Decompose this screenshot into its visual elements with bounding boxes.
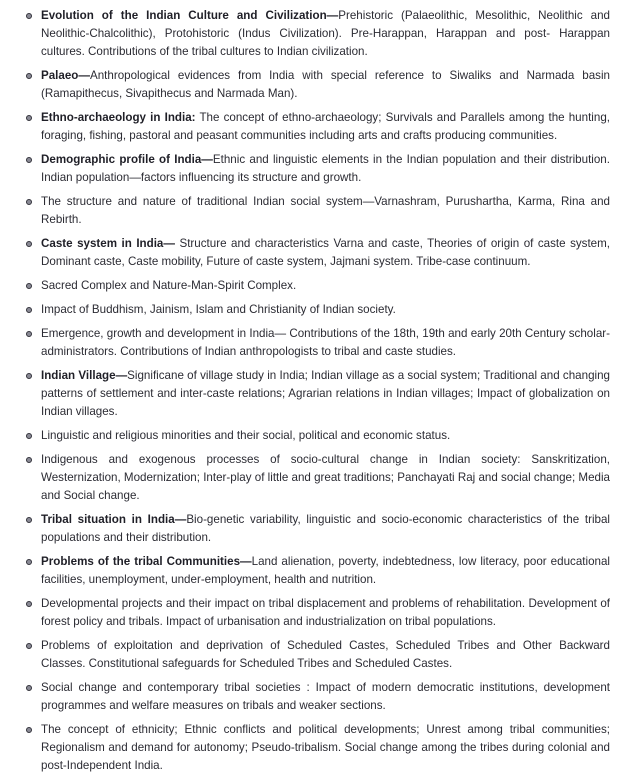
list-item-lead-in: Problems of the tribal Communities— bbox=[41, 555, 252, 568]
list-item-text bbox=[41, 193, 610, 229]
list-item-text bbox=[41, 511, 610, 547]
ring-bullet-icon bbox=[26, 601, 32, 607]
list-item-body: The structure and nature of traditional Indian social system—Varnashram, Purushartha, Karma, Rina and Rebirth. bbox=[41, 195, 610, 226]
list-item-body: Prehistoric (Palaeolithic, Mesolithic, Neolithic and Neolithic-Chalcolithic), Protohistoric (Indus Civilization). Pre-Harappan, Harappan and post- Harappan cultures. Contributions of the tribal cultures to Indian civilization. bbox=[41, 9, 610, 58]
ring-bullet-icon bbox=[26, 199, 32, 205]
ring-bullet-icon bbox=[26, 157, 32, 163]
list-item-body: Ethnic and linguistic elements in the Indian population and their distribution. Indian population—factors influencing its structure and growth. bbox=[41, 153, 610, 184]
list-item-text bbox=[41, 367, 610, 421]
list-item bbox=[26, 595, 610, 631]
ring-bullet-icon bbox=[26, 433, 32, 439]
list-item bbox=[26, 451, 610, 505]
list-item-text bbox=[41, 109, 610, 145]
list-item bbox=[26, 277, 610, 295]
list-item bbox=[26, 151, 610, 187]
list-item bbox=[26, 193, 610, 229]
ring-bullet-icon bbox=[26, 307, 32, 313]
list-item-text bbox=[41, 235, 610, 271]
list-item bbox=[26, 301, 610, 319]
list-item-body: Land alienation, poverty, indebtedness, low literacy, poor educational facilities, unemployment, under-employment, health and nutrition. bbox=[41, 555, 610, 586]
list-item-body: Significane of village study in India; Indian village as a social system; Traditional and changing patterns of settlement and inter-caste relations; Agrarian relations in Indian villages; Impact of globalization on Indian villages. bbox=[41, 369, 610, 418]
list-item bbox=[26, 325, 610, 361]
ring-bullet-icon bbox=[26, 373, 32, 379]
list-item-text bbox=[41, 451, 610, 505]
list-item bbox=[26, 721, 610, 775]
list-item bbox=[26, 367, 610, 421]
list-item-lead-in: Ethno-archaeology in India: bbox=[41, 111, 196, 124]
list-item-text bbox=[41, 553, 610, 589]
list-item-body: Problems of exploitation and deprivation of Scheduled Castes, Scheduled Tribes and Other Backward Classes. Constitutional safeguards for Scheduled Tribes and Scheduled Castes. bbox=[41, 639, 610, 670]
list-item-body: Linguistic and religious minorities and their social, political and economic status. bbox=[41, 429, 451, 442]
list-item-text bbox=[41, 325, 610, 361]
list-item bbox=[26, 679, 610, 715]
ring-bullet-icon bbox=[26, 685, 32, 691]
list-item-body: Bio-genetic variability, linguistic and socio-economic characteristics of the tribal populations and their distribution. bbox=[41, 513, 610, 544]
list-item-lead-in: Indian Village— bbox=[41, 369, 128, 382]
ring-bullet-icon bbox=[26, 727, 32, 733]
list-item-lead-in: Evolution of the Indian Culture and Civilization— bbox=[41, 9, 339, 22]
list-item-body: Impact of Buddhism, Jainism, Islam and Christianity of Indian society. bbox=[41, 303, 396, 316]
list-item-body: Anthropological evidences from India with special reference to Siwaliks and Narmada basin (Ramapithecus, Sivapithecus and Narmada Man). bbox=[41, 69, 610, 100]
list-item-lead-in: Demographic profile of India— bbox=[41, 153, 213, 166]
list-item bbox=[26, 67, 610, 103]
list-item-lead-in: Tribal situation in India— bbox=[41, 513, 187, 526]
list-item bbox=[26, 553, 610, 589]
list-item-body: The concept of ethno-archaeology; Survivals and Parallels among the hunting, foraging, fishing, pastoral and peasant communities including arts and crafts producing communities. bbox=[41, 111, 610, 142]
ring-bullet-icon bbox=[26, 241, 32, 247]
list-item-text bbox=[41, 277, 610, 295]
list-item bbox=[26, 7, 610, 61]
list-item-body: Structure and characteristics Varna and caste, Theories of origin of caste system, Dominant caste, Caste mobility, Future of caste system, Jajmani system. Tribe-case continuum. bbox=[41, 237, 611, 268]
list-item-text bbox=[41, 721, 610, 775]
list-item bbox=[26, 427, 610, 445]
list-item-text bbox=[41, 427, 610, 445]
ring-bullet-icon bbox=[26, 331, 32, 337]
list-item-text bbox=[41, 151, 610, 187]
list-item-body: Social change and contemporary tribal societies : Impact of modern democratic institutions, development programmes and welfare measures on tribals and weaker sections. bbox=[41, 681, 610, 712]
ring-bullet-icon bbox=[26, 559, 32, 565]
ring-bullet-icon bbox=[26, 115, 32, 121]
ring-bullet-icon bbox=[26, 13, 32, 19]
list-item bbox=[26, 235, 610, 271]
list-item-body: Emergence, growth and development in India— Contributions of the 18th, 19th and early 20th Century scholar-administrators. Contributions of Indian anthropologists to tribal and caste studies. bbox=[41, 327, 610, 358]
list-item-text bbox=[41, 595, 610, 631]
list-item bbox=[26, 109, 610, 145]
list-item-text bbox=[41, 301, 610, 319]
list-item-text bbox=[41, 679, 610, 715]
list-item bbox=[26, 511, 610, 547]
list-item bbox=[26, 637, 610, 673]
ring-bullet-icon bbox=[26, 73, 32, 79]
list-item-text bbox=[41, 7, 610, 61]
list-item-lead-in: Palaeo— bbox=[41, 69, 90, 82]
list-item-body: Developmental projects and their impact on tribal displacement and problems of rehabilitation. Development of forest policy and tribals. Impact of urbanisation and industrialization on tribal populations. bbox=[41, 597, 610, 628]
list-item-body: Sacred Complex and Nature-Man-Spirit Complex. bbox=[41, 279, 297, 292]
ring-bullet-icon bbox=[26, 283, 32, 289]
ring-bullet-icon bbox=[26, 457, 32, 463]
list-item-text bbox=[41, 637, 610, 673]
list-item-text bbox=[41, 67, 610, 103]
ring-bullet-icon bbox=[26, 643, 32, 649]
ring-bullet-icon bbox=[26, 517, 32, 523]
list-item-body: The concept of ethnicity; Ethnic conflicts and political developments; Unrest among tribal communities; Regionalism and demand for autonomy; Pseudo-tribalism. Social change among the tribes during colonial and post-Independent India. bbox=[41, 723, 610, 772]
list-item-lead-in: Caste system in India— bbox=[41, 237, 175, 250]
list-item-body: Indigenous and exogenous processes of socio-cultural change in Indian society: Sanskritization, Westernization, Modernization; Inter-play of little and great traditions; Panchayati Raj and social change; Media and Social change. bbox=[41, 453, 610, 502]
